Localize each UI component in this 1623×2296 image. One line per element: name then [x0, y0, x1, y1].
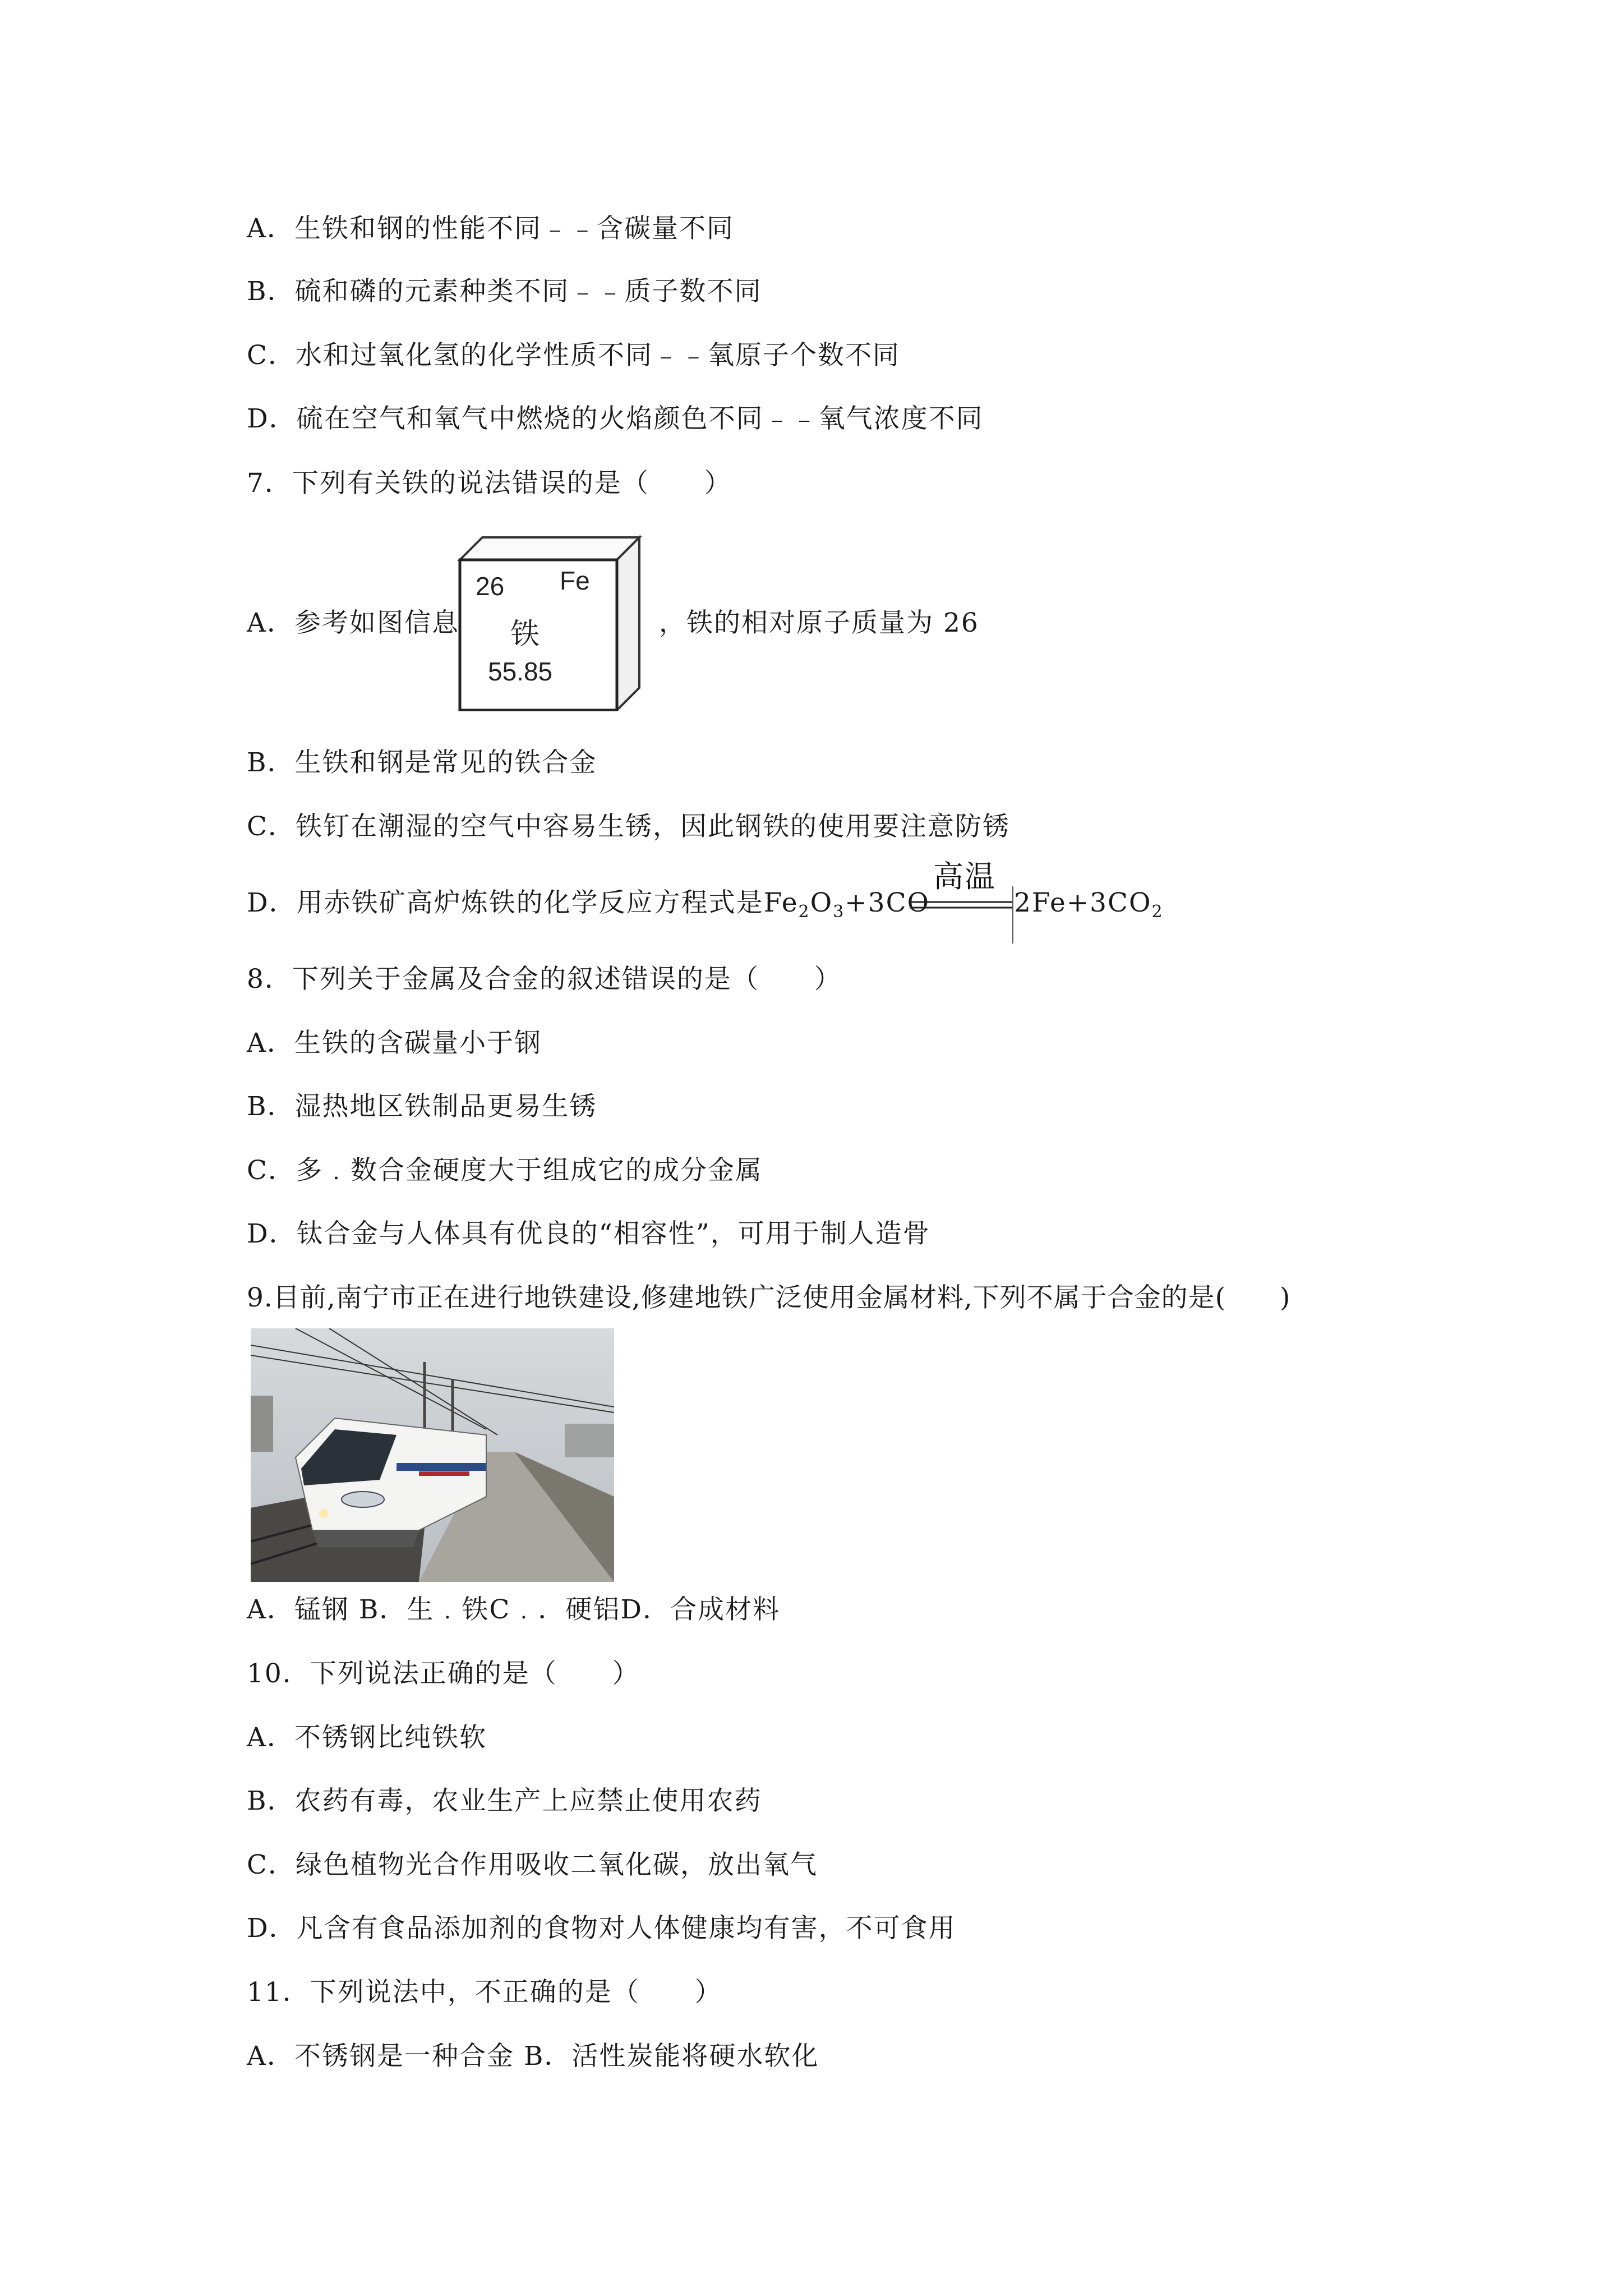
q7-option-c: C．铁钉在潮湿的空气中容易生锈，因此钢铁的使用要注意防锈: [247, 811, 1010, 842]
q8-option-a: A．生铁的含碳量小于钢: [247, 1028, 542, 1059]
q7-option-d-products: [1014, 886, 1164, 929]
q10-option-c: C．绿色植物光合作用吸收二氧化碳，放出氧气: [247, 1849, 818, 1880]
iron-element-tile: [454, 532, 645, 711]
q10-stem: 10．下列说法正确的是（ ）: [247, 1658, 640, 1689]
product-sub-2: 2: [1151, 902, 1164, 922]
q11-options: A．不锈钢是一种合金 B．活性炭能将硬水软化: [247, 2041, 819, 2072]
reactant-co: +3CO: [845, 887, 930, 918]
q6-option-b: B．硫和磷的元素种类不同﹣﹣质子数不同: [247, 276, 762, 307]
q7-option-a-prefix: A．参考如图信息: [247, 608, 459, 638]
reactant-o: O: [810, 887, 833, 918]
q7-option-d-prefix: D．用赤铁矿高炉炼铁的化学反应方程式是: [247, 887, 764, 918]
q7-option-a-suffix: ，铁的相对原子质量为 26: [659, 608, 979, 638]
q10-option-a: A．不锈钢比纯铁软: [247, 1722, 487, 1753]
q9-stem: 9.目前,南宁市正在进行地铁建设,修建地铁广泛使用金属材料,下列不属于合金的是( ): [247, 1282, 1291, 1313]
q8-stem: 8．下列关于金属及合金的叙述错误的是（ ）: [247, 964, 842, 995]
reactant-sub-3: 3: [833, 902, 845, 922]
tile-atomic-number: 26: [476, 572, 505, 601]
metro-train-photo: [251, 1328, 614, 1582]
tile-element-name: 铁: [510, 618, 540, 651]
equals-arrow-icon: [910, 853, 1020, 945]
q10-option-b: B．农药有毒，农业生产上应禁止使用农药: [247, 1786, 762, 1816]
q9-options: A．锰钢 B．生﹒铁C﹒．硬铝D．合成材料: [247, 1594, 781, 1625]
reactant-sub-2: 2: [798, 902, 810, 922]
q6-option-c: C．水和过氧化氢的化学性质不同﹣﹣氧原子个数不同: [247, 340, 900, 371]
q6-option-a: A．生铁和钢的性能不同﹣﹣含碳量不同: [247, 213, 734, 244]
q6-option-d: D．硫在空气和氧气中燃烧的火焰颜色不同﹣﹣氧气浓度不同: [247, 403, 984, 434]
reactant-fe: Fe: [763, 887, 799, 918]
q7-option-d: [247, 886, 930, 929]
reaction-condition: [910, 853, 1020, 945]
tile-symbol: Fe: [560, 566, 590, 595]
q7-stem: 7．下列有关铁的说法错误的是（ ）: [247, 468, 732, 499]
condition-label: 高温: [933, 859, 996, 894]
q8-option-d: D．钛合金与人体具有优良的“相容性”，可用于制人造骨: [247, 1218, 930, 1249]
product-text: 2Fe+3CO: [1014, 887, 1152, 918]
q8-option-c: C．多﹒数合金硬度大于组成它的成分金属: [247, 1155, 763, 1186]
q8-option-b: B．湿热地区铁制品更易生锈: [247, 1091, 597, 1122]
q7-option-b: B．生铁和钢是常见的铁合金: [247, 747, 597, 778]
q10-option-d: D．凡含有食品添加剂的食物对人体健康均有害，不可食用: [247, 1913, 956, 1944]
q11-stem: 11．下列说法中，不正确的是（ ）: [247, 1977, 722, 2008]
tile-atomic-mass: 55.85: [488, 657, 553, 686]
